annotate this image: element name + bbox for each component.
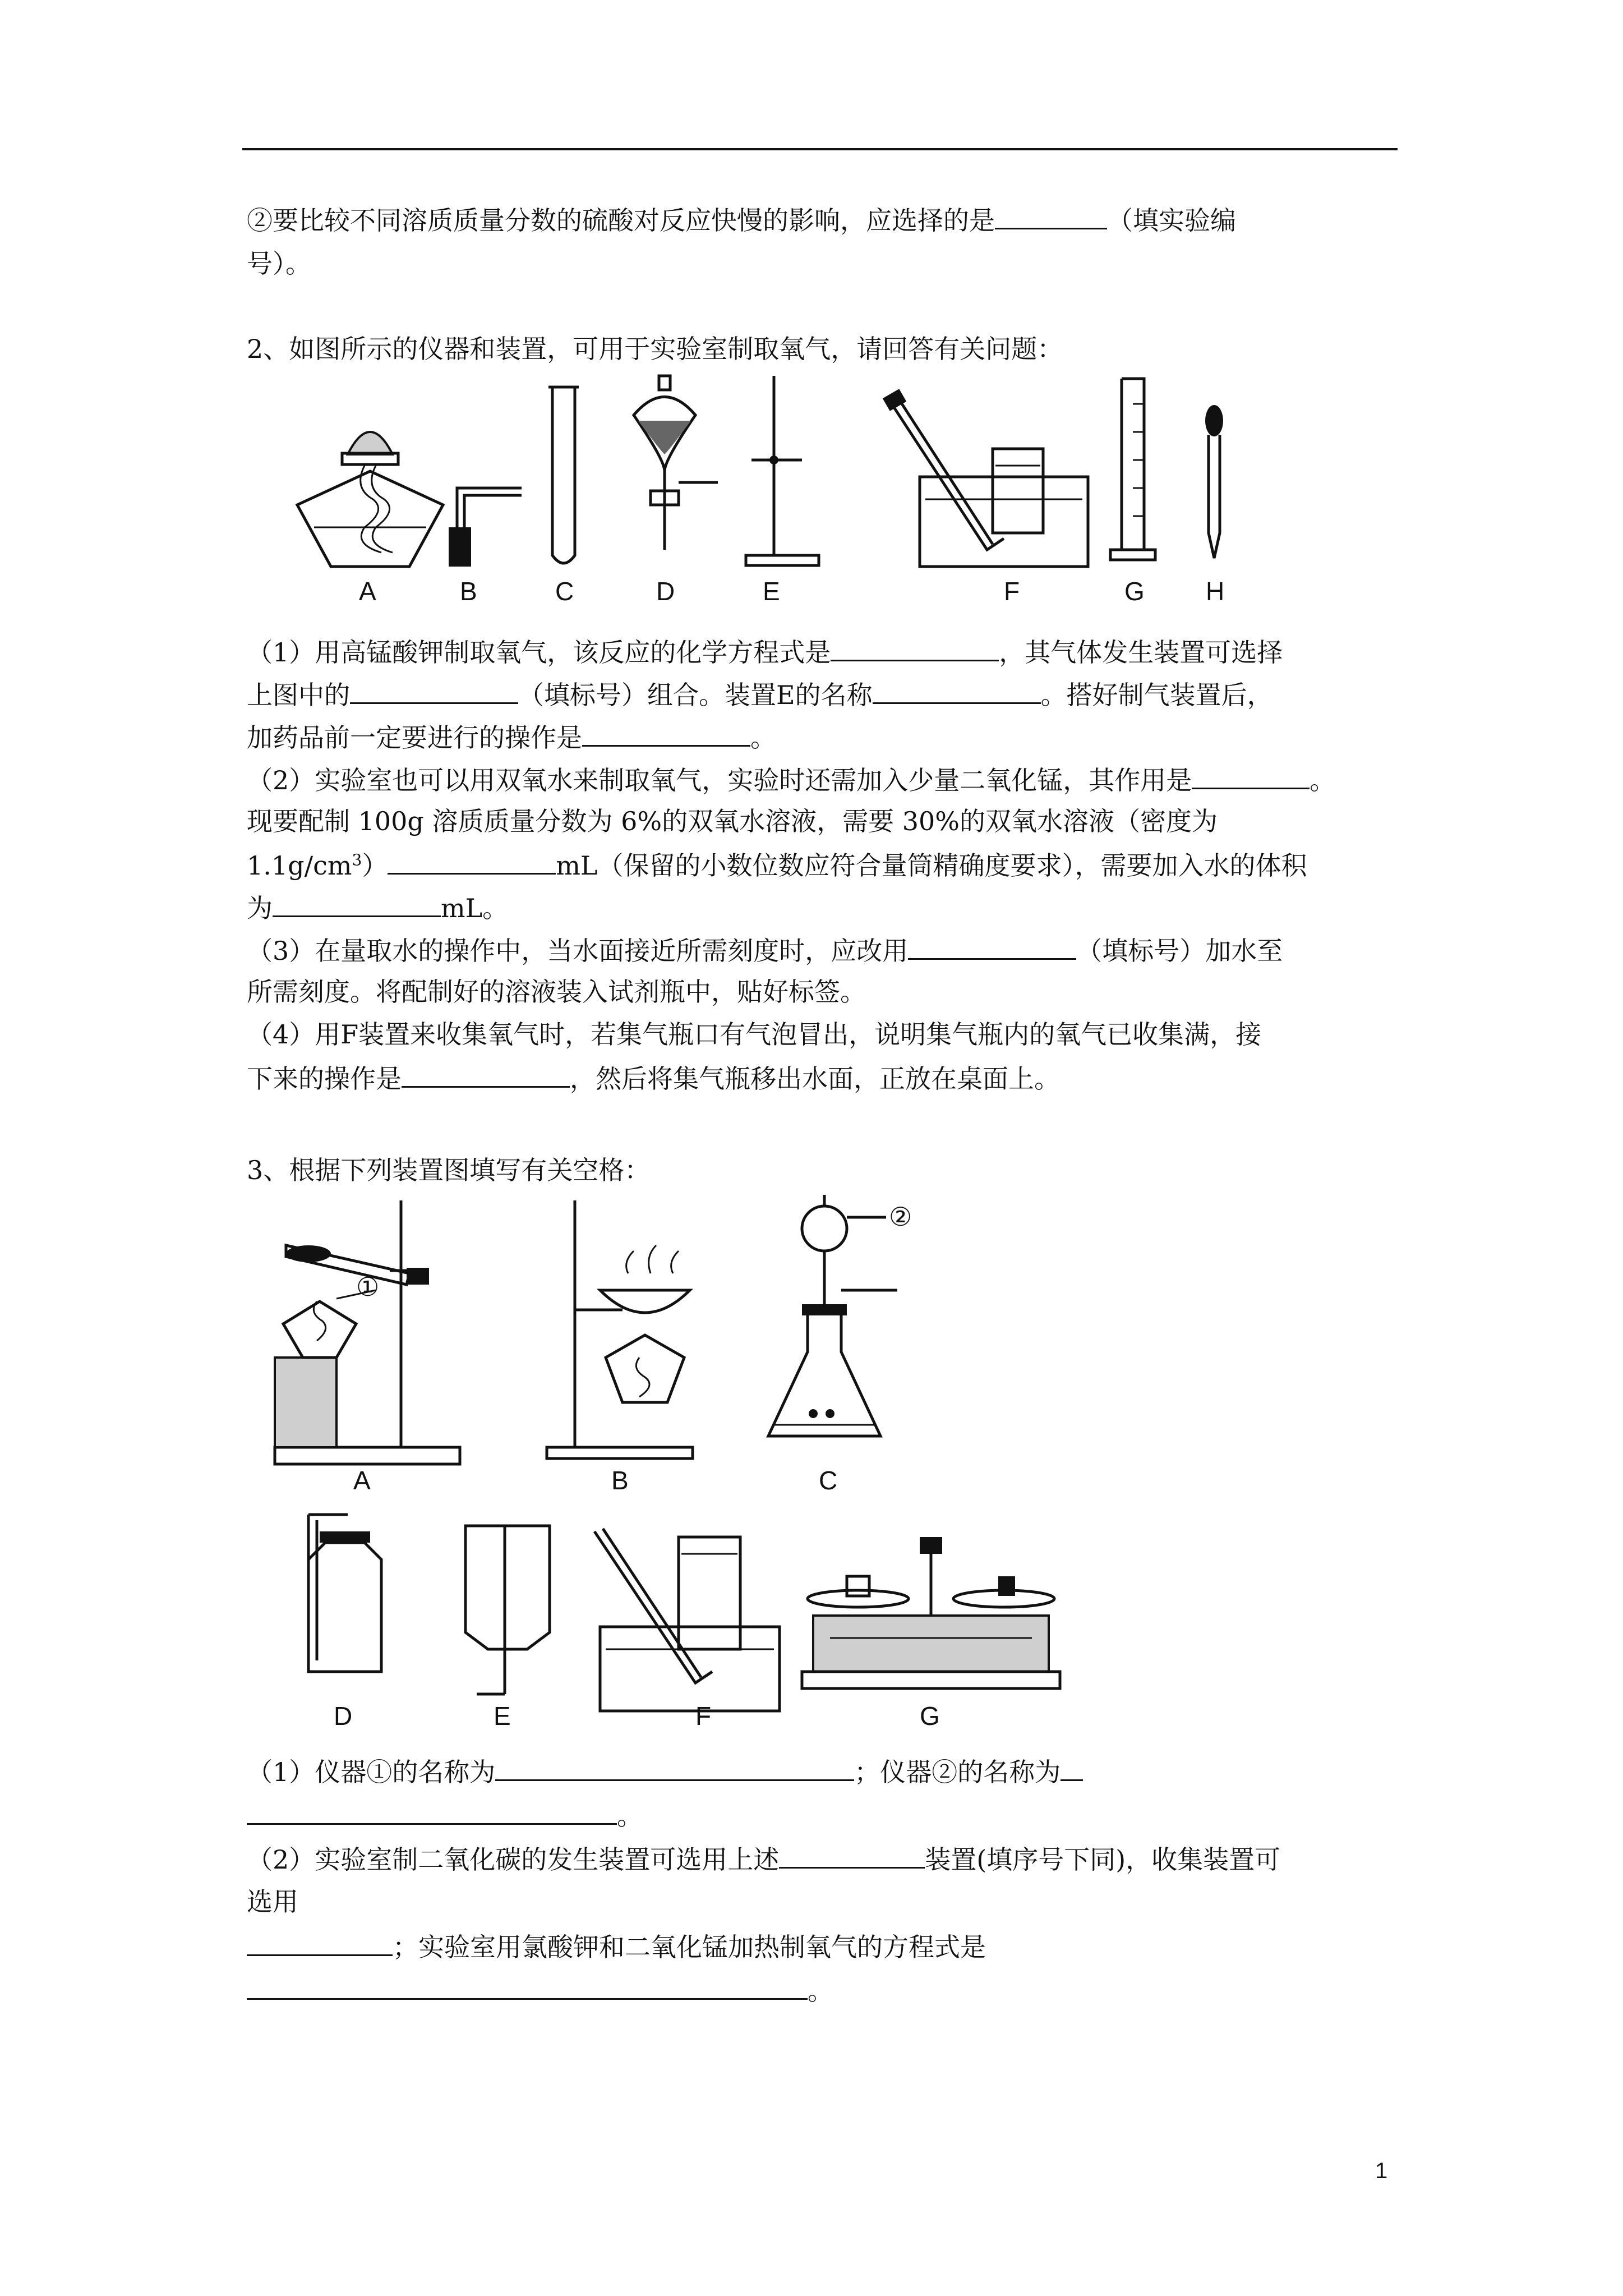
q2-p2-text-c: 1.1g/cm (247, 850, 352, 881)
q2-p2-text-f: 为 (247, 893, 273, 923)
fig3-label-e: E (494, 1701, 511, 1728)
q2-p1-text-e: 。搭好制气装置后， (1040, 680, 1273, 710)
q2-device-blank[interactable] (350, 677, 518, 704)
q3-generator-blank[interactable] (779, 1841, 925, 1869)
fig3-label-b: B (611, 1466, 629, 1495)
q2-p1-text-c: 上图中的 (247, 680, 350, 710)
fig3-label-f: F (695, 1701, 712, 1728)
heating-setup-icon (275, 1200, 460, 1464)
q2-stem: 2、如图所示的仪器和装置，可用于实验室制取氧气，请回答有关问题： (247, 334, 1063, 364)
fig3-label-a: A (353, 1466, 371, 1495)
q2-p2-text-e: mL（保留的小数位数应符合量筒精确度要求），需要加入水的体积 (556, 850, 1307, 881)
q2-p4-text: 下来的操作是 (247, 1064, 402, 1094)
q2-water-blank[interactable] (273, 890, 441, 917)
fig2-label-e: E (763, 577, 780, 606)
q3-p2-text-b: 装置(填序号下同)，收集装置可 (925, 1844, 1281, 1875)
page-number: 1 (1375, 2159, 1388, 2183)
q2-p2-line1 (247, 762, 1335, 797)
q2-p1-text-b: ，其气体发生装置可选择 (999, 637, 1283, 668)
q3-p1-text-c: 。 (617, 1801, 643, 1831)
header-rule (242, 148, 1398, 150)
balance-icon (802, 1537, 1060, 1688)
q3-p1-text-b: ；仪器②的名称为 (854, 1757, 1061, 1787)
q2-p3-line2: 所需刻度。将配制好的溶液装入试剂瓶中，贴好标签。 (247, 977, 866, 1007)
q2-p2-text-g: mL。 (441, 893, 509, 923)
q2-equation-blank[interactable] (831, 634, 999, 661)
q2-p2-line3 (247, 847, 1307, 882)
q2-p1-line1 (247, 634, 1283, 669)
q1-answer-blank[interactable] (995, 202, 1107, 229)
marker-1: ① (356, 1272, 380, 1301)
q2-operation-blank[interactable] (582, 719, 750, 747)
separatory-funnel-icon (634, 376, 718, 550)
q2-p2-line4 (247, 890, 508, 925)
q2-p2-text: （2）实验室也可以用双氧水来制取氧气，实验时还需加入少量二氧化锰，其作用是 (247, 765, 1192, 795)
q3-p1-line2 (247, 1797, 643, 1833)
q3-equation-blank[interactable] (247, 1972, 808, 2000)
q2-p4-line1: （4）用F装置来收集氧气时，若集气瓶口有气泡冒出，说明集气瓶内的氧气已收集满，接 (247, 1019, 1262, 1050)
q2-p4-line2 (247, 1060, 1060, 1096)
dropper-icon (1205, 405, 1223, 558)
q3-apparatus-figure (264, 1189, 1408, 1728)
fig2-label-b: B (460, 577, 477, 606)
fig2-label-d: D (656, 577, 675, 606)
q3-p2-line2: 选用 (247, 1887, 298, 1917)
q2-p1-text-f: 加药品前一定要进行的操作是 (247, 723, 582, 753)
q3-instrument2-blank-start[interactable] (1061, 1754, 1083, 1781)
q3-p1-text: （1）仪器①的名称为 (247, 1757, 496, 1787)
fig2-label-h: H (1206, 577, 1225, 606)
alcohol-lamp-icon (297, 432, 443, 567)
evaporating-dish-icon (547, 1200, 693, 1458)
q2-p1-text: （1）用高锰酸钾制取氧气，该反应的化学方程式是 (247, 637, 831, 668)
q1-text: ②要比较不同溶质质量分数的硫酸对反应快慢的影响，应选择的是 (247, 205, 995, 236)
q2-p1-line2 (247, 677, 1273, 712)
q3-p2-text-c: ；实验室用氯酸钾和二氧化锰加热制氧气的方程式是 (393, 1932, 986, 1962)
q2-p1-text-d: （填标号）组合。装置E的名称 (518, 680, 873, 710)
fig2-label-g: G (1124, 577, 1145, 606)
q3-p1-line1 (247, 1754, 1083, 1789)
q3-stem: 3、根据下列装置图填写有关空格： (247, 1155, 651, 1185)
q2-p3-line1 (247, 932, 1283, 968)
q2-p3-text: （3）在量取水的操作中，当水面接近所需刻度时，应改用 (247, 936, 909, 966)
conical-flask-icon (768, 1195, 912, 1436)
test-tube-icon (548, 387, 579, 563)
q2-e-name-blank[interactable] (873, 677, 1041, 704)
q2-p2-sup: 3 (352, 850, 362, 869)
q2-apparatus-figure (275, 359, 1273, 617)
q2-p2-line2: 现要配制 100g 溶质质量分数为 6%的双氧水溶液，需要 30%的双氧水溶液（密度为 (247, 806, 1218, 836)
q3-p2-line1 (247, 1841, 1280, 1876)
q3-p2-text: （2）实验室制二氧化碳的发生装置可选用上述 (247, 1844, 780, 1875)
inverted-bottle-icon (465, 1526, 550, 1694)
stopper-tube-icon (449, 488, 522, 567)
q2-p1-text-g: 。 (750, 723, 776, 753)
q3-p2-text-d: 。 (808, 1976, 833, 2006)
q3-instrument2-blank[interactable] (247, 1797, 617, 1825)
gas-bottle-icon (308, 1515, 381, 1672)
fig2-label-c: C (555, 577, 574, 606)
q3-collector-blank[interactable] (247, 1929, 393, 1956)
q1-line2: 号）。 (247, 249, 311, 279)
marker-2: ② (889, 1202, 912, 1231)
q2-p2-text-b: 。 (1310, 765, 1336, 795)
q1-text-tail: （填实验编 (1107, 205, 1236, 236)
fig2-label-a: A (359, 577, 376, 606)
q3-instrument1-blank[interactable] (495, 1754, 854, 1781)
q2-next-step-blank[interactable] (402, 1060, 570, 1088)
q1-line1 (247, 202, 1236, 237)
fig2-label-f: F (1004, 577, 1020, 606)
fig3-label-d: D (334, 1701, 353, 1728)
trough-collection-icon (594, 1529, 780, 1711)
q2-p3-text-b: （填标号）加水至 (1076, 936, 1283, 966)
fig3-label-c: C (819, 1466, 838, 1495)
water-trough-icon (883, 389, 1088, 567)
q3-p2-line4 (247, 1972, 833, 2008)
q2-p1-line3 (247, 719, 776, 754)
iron-stand-icon (746, 376, 819, 565)
q2-p4-text-b: ，然后将集气瓶移出水面，正放在桌面上。 (570, 1064, 1060, 1094)
graduated-cylinder-icon (1110, 379, 1155, 560)
q3-p2-line3 (247, 1929, 986, 1964)
q2-role-blank[interactable] (1192, 762, 1310, 789)
q2-tool-blank[interactable] (908, 932, 1076, 960)
q2-volume-blank[interactable] (388, 847, 556, 875)
q2-p2-text-d: ） (362, 850, 388, 881)
fig3-label-g: G (920, 1701, 940, 1728)
